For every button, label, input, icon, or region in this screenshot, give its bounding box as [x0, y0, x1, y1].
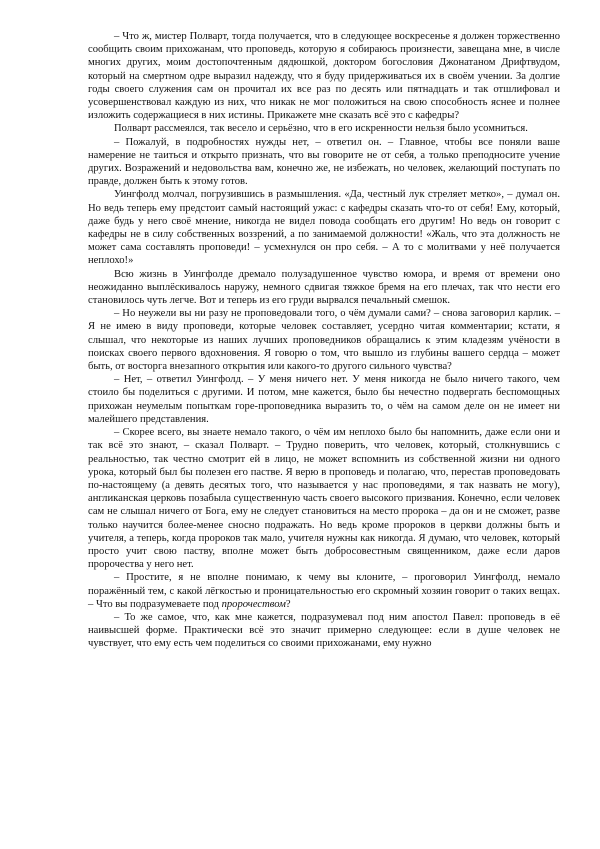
paragraph-7: – Нет, – ответил Уингфолд. – У меня ничего нет. У меня никогда не было ничего такого, чем стоило бы поделиться с другими. И потом, мне кажется, было бы нечестно подвергать беспомощных прихожан неумелым попыткам горе-проповедника выразить то, о чём на самом деле он не имеет ни малейшего представления. [88, 374, 560, 425]
paragraph-9-text: – Простите, я не вполне понимаю, к чему вы клоните, – проговорил Уингфолд, немало поражённый тем, с какой лёгкостью и проницательностью его скромный хозяин говорит о таких вещах. – Что вы подразумеваете под [88, 572, 560, 610]
emphasized-word: пророчеством [221, 598, 286, 610]
paragraph-3: – Пожалуй, в подробностях нужды нет, – ответил он. – Главное, чтобы все поняли ваше намерение не таиться и открыто признать, что вы говорите не от себя, а только преподносите учение других. Возражений и недовольства вам, конечно же, не избежать, но человек, желающий поступать по правде, должен быть к этому готов. [88, 136, 560, 188]
paragraph-9-tail: ? [285, 598, 291, 610]
paragraph-5: Всю жизнь в Уингфолде дремало полузадушенное чувство юмора, и время от времени оно неожиданно выплёскивалось наружу, немного сдвигая тяжкое бремя на его плечах, так что нести его становилось чуть легче. Вот и теперь из его груди вырвался печальный смешок. [88, 268, 560, 307]
paragraph-4: Уингфолд молчал, погрузившись в размышления. «Да, честный лук стреляет метко», – думал он. Но ведь теперь ему предстоит самый настоящий ужас: с кафедры сказать что-то от себя! Ему, который, даже будь у него своё мнение, никогда не видел повода сообщать его другим! Но ведь он говорит с кафедры не в силу собственных воззрений, а по занимаемой должности! «Жаль, что эта должность не может сама составлять проповеди! – усмехнулся он про себя. – А то с молитвами у неё получается неплохо!» [88, 189, 560, 267]
paragraph-2: Полварт рассмеялся, так весело и серьёзно, что в его искренности нельзя было усомниться. [114, 123, 528, 135]
paragraph-6: – Но неужели вы ни разу не проповедовали того, о чём думали сами? – снова заговорил карлик. – Я не имею в виду проповеди, которые человек составляет, усердно читая комментарии; кстати, я слышал, что некоторые из наших лучших проповедников обращались к этим кладезям учёности в поисках своего первого вдохновения. Я говорю о том, что вышло из глубины вашего сердца – может быть, от восторга внезапного открытия или какого-то другого сильного чувства? [88, 308, 560, 373]
paragraph-10: – То же самое, что, как мне кажется, подразумевал под ним апостол Павел: проповедь в её наивысшей форме. Практически всё это значит примерно следующее: если в душе человек не чувствует, что ему есть чем поделиться со своими прихожанами, ему нужно [88, 611, 560, 650]
paragraph-8: – Скорее всего, вы знаете немало такого, о чём им неплохо было бы напомнить, даже если они и так всё это знают, – сказал Полварт. – Трудно поверить, что человек, который, столкнувшись с реальностью, так честно смотрит ей в лицо, не может вспомнить из собственной жизни ни одного урока, который был бы полезен его пастве. Я верю в проповедь и полагаю, что, перестав проповедовать по-настоящему (а девять десятых того, что называется у нас проповедями, я так назвать не могу), англиканская церковь позабыла существенную часть своего высокого призвания. Конечно, если человек сам не слышал ничего от Бога, ему не следует становиться на место пророка – да он и не сможет, разве только научится более-менее сносно подражать. Но ведь кроме пророков в церкви должны быть и учителя, а теперь, когда пророков так мало, учителя нужны как никогда. Я думаю, что человек, который просто учит свою паству, вполне может быть добросовестным священником, даже если даров пророчества у него нет. [88, 427, 560, 571]
paragraph-9 [88, 571, 560, 611]
paragraph-1: – Что ж, мистер Полварт, тогда получается, что в следующее воскресенье я должен торжественно сообщить своим прихожанам, что проповедь, которую я собираюсь произнести, завещана мне, в числе многих других, моим достопочтенным дядюшкой, доктором богословия Джонатаном Дрифтвудом, который на смертном одре выразил надежду, что я буду придерживаться их в своём учении. За долгие годы своего служения сам он прочитал их все раз по десять или пятнадцать и так отшлифовал и усовершенствовал каждую из них, что никак не мог положиться на свою способность яснее и полнее изложить содержащиеся в них истины. Прикажете мне сказать всё это с кафедры? [88, 31, 560, 122]
